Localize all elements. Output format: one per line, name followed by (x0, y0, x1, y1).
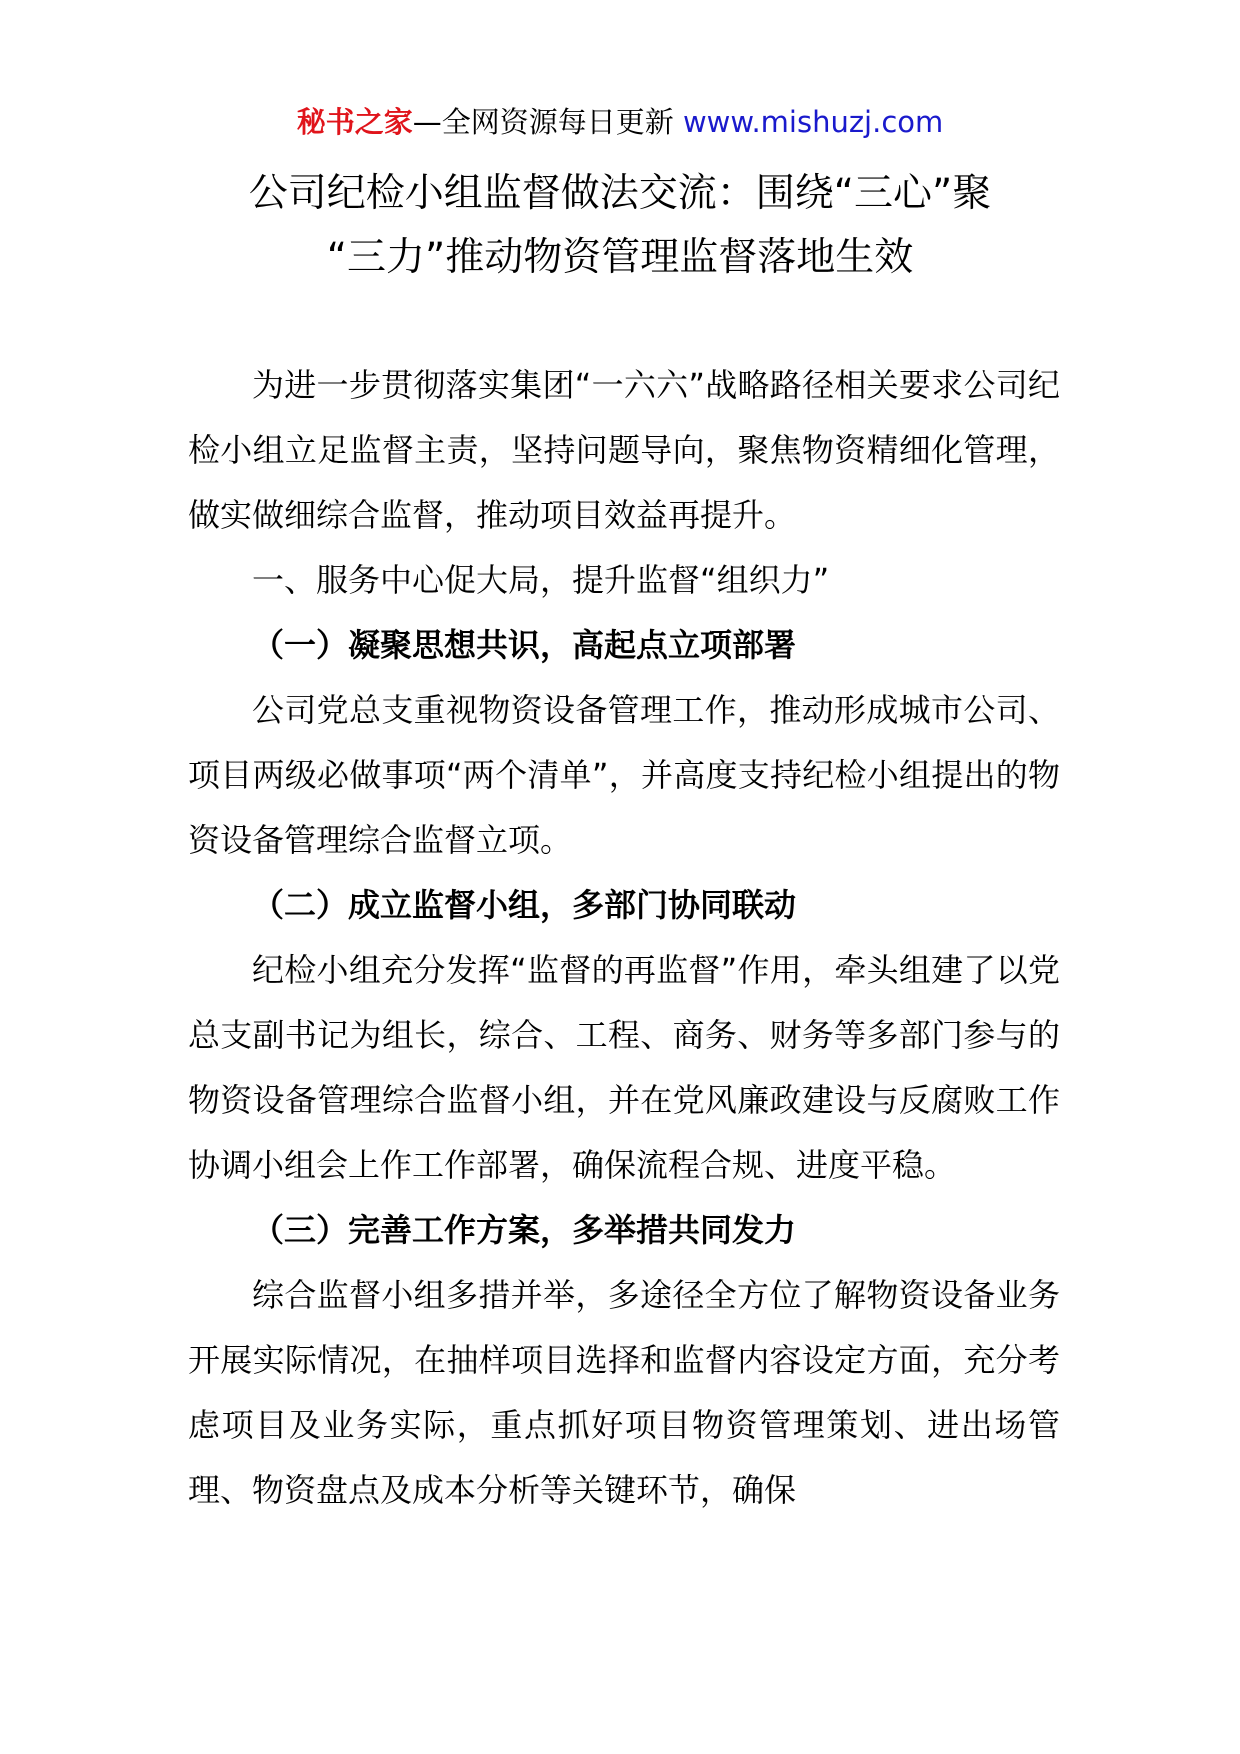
document-body (188, 353, 1060, 1523)
subsection-3-heading: （三）完善工作方案，多举措共同发力 (252, 1211, 797, 1249)
subsection-2-paragraph: 纪检小组充分发挥“监督的再监督”作用，牵头组建了以党总支副书记为组长，综合、工程、商务、财务等多部门参与的物资设备管理综合监督小组，并在党风廉政建设与反腐败工作协调小组会上作工作部署，确保流程合规、进度平稳。 (188, 951, 1060, 1184)
intro-paragraph: 为进一步贯彻落实集团“一六六”战略路径相关要求公司纪检小组立足监督主责，坚持问题导向，聚焦物资精细化管理，做实做细综合监督，推动项目效益再提升。 (188, 366, 1060, 534)
subsection-1-heading: （一）凝聚思想共识，高起点立项部署 (252, 626, 797, 664)
document-title-line-1: 公司纪检小组监督做法交流：围绕“三心”聚 (248, 171, 992, 216)
site-header (0, 102, 1240, 142)
site-slogan: —全网资源每日更新 (412, 105, 674, 139)
document-title (185, 162, 1055, 290)
subsection-3-paragraph: 综合监督小组多措并举，多途径全方位了解物资设备业务开展实际情况，在抽样项目选择和监督内容设定方面，充分考虑项目及业务实际，重点抓好项目物资管理策划、进出场管理、物资盘点及成本分析等关键环节，确保 (188, 1276, 1060, 1509)
document-title-line-2: “三力”推动物资管理监督落地生效 (326, 235, 914, 280)
subsection-1-paragraph: 公司党总支重视物资设备管理工作，推动形成城市公司、项目两级必做事项“两个清单”，并高度支持纪检小组提出的物资设备管理综合监督立项。 (188, 691, 1060, 859)
subsection-2-heading: （二）成立监督小组，多部门协同联动 (252, 886, 797, 924)
site-url-link[interactable]: www.mishuzj.com (682, 105, 944, 139)
section-1-heading: 一、服务中心促大局，提升监督“组织力” (252, 561, 830, 599)
brand-name: 秘书之家 (296, 105, 413, 139)
